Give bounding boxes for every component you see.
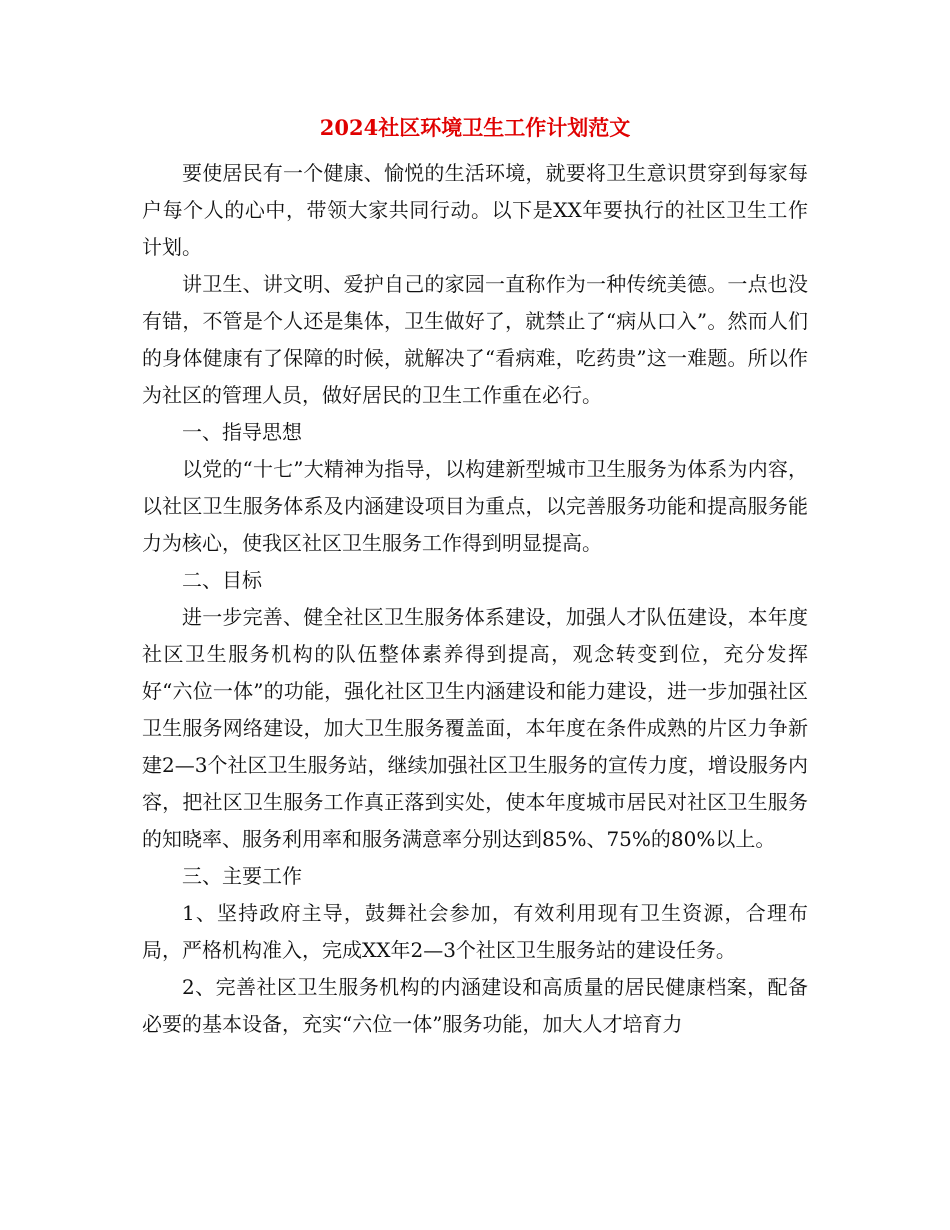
document-body bbox=[142, 155, 808, 1043]
paragraph-hygiene-virtue: 讲卫生、讲文明、爱护自己的家园一直称作为一种传统美德。一点也没有错，不管是个人还是集体，卫生做好了，就禁止了“病从口入”。然而人们的身体健康有了保障的时候，就解决了“看病难，吃药贵”这一难题。所以作为社区的管理人员，做好居民的卫生工作重在必行。 bbox=[142, 272, 808, 407]
paragraph-guiding-ideology: 以党的“十七”大精神为指导，以构建新型城市卫生服务为体系为内容，以社区卫生服务体系及内涵建设项目为重点，以完善服务功能和提高服务能力为核心，使我区社区卫生服务工作得到明显提高。 bbox=[142, 457, 808, 555]
paragraph-main-work-2: 2、完善社区卫生服务机构的内涵建设和高质量的居民健康档案，配备必要的基本设备，充实“六位一体”服务功能，加大人才培育力 bbox=[142, 975, 808, 1036]
section-heading-main-work: 三、主要工作 bbox=[182, 864, 302, 888]
section-heading-goals: 二、目标 bbox=[182, 568, 262, 592]
paragraph-intro: 要使居民有一个健康、愉悦的生活环境，就要将卫生意识贯穿到每家每户每个人的心中，带领大家共同行动。以下是XX年要执行的社区卫生工作计划。 bbox=[142, 161, 808, 259]
document-title: 2024社区环境卫生工作计划范文 bbox=[319, 115, 631, 140]
paragraph-goals: 进一步完善、健全社区卫生服务体系建设，加强人才队伍建设，本年度社区卫生服务机构的队伍整体素养得到提高，观念转变到位，充分发挥好“六位一体”的功能，强化社区卫生内涵建设和能力建设，进一步加强社区卫生服务网络建设，加大卫生服务覆盖面，本年度在条件成熟的片区力争新建2—3个社区卫生服务站，继续加强社区卫生服务的宣传力度，增设服务内容，把社区卫生服务工作真正落到实处，使本年度城市居民对社区卫生服务的知晓率、服务利用率和服务满意率分别达到85%、75%的80%以上。 bbox=[142, 605, 808, 851]
section-heading-guiding-ideology: 一、指导思想 bbox=[182, 420, 302, 444]
paragraph-main-work-1: 1、坚持政府主导，鼓舞社会参加，有效利用现有卫生资源，合理布局，严格机构准入，完成XX年2—3个社区卫生服务站的建设任务。 bbox=[142, 901, 808, 962]
